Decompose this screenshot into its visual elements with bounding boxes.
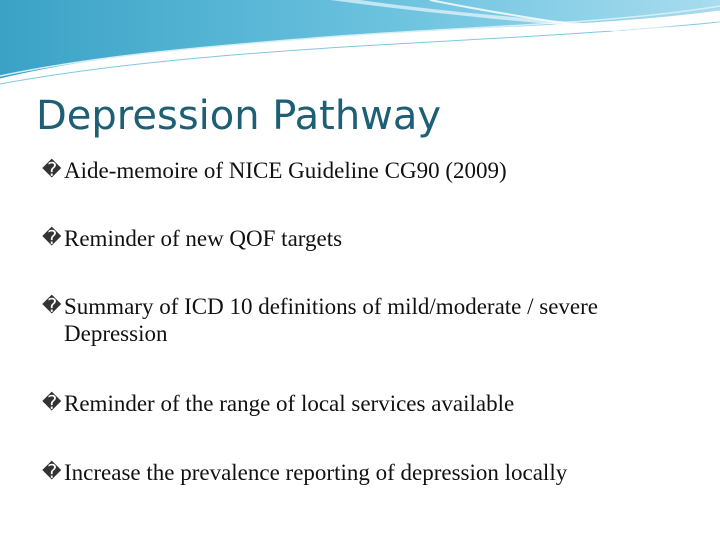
bullet-marker-icon: � <box>42 227 62 249</box>
bullet-marker-icon: � <box>42 295 62 317</box>
bullet-item <box>42 459 692 486</box>
bullet-marker-icon: � <box>42 461 62 483</box>
bullet-text: Reminder of the range of local services available <box>64 391 515 416</box>
bullet-item <box>42 225 692 252</box>
slide-title: Depression Pathway <box>36 93 442 139</box>
bullet-text: Increase the prevalence reporting of depression locally <box>64 460 568 485</box>
bullet-text: Reminder of new QOF targets <box>64 226 343 251</box>
bullet-item <box>42 293 692 347</box>
bullet-item <box>42 157 692 184</box>
bullet-text: Summary of ICD 10 definitions of mild/moderate / severe Depression <box>64 294 598 346</box>
bullet-marker-icon: � <box>42 159 62 181</box>
bullet-marker-icon: � <box>42 392 62 414</box>
bullet-item <box>42 390 692 417</box>
bullet-text: Aide-memoire of NICE Guideline CG90 (2009) <box>64 158 507 183</box>
